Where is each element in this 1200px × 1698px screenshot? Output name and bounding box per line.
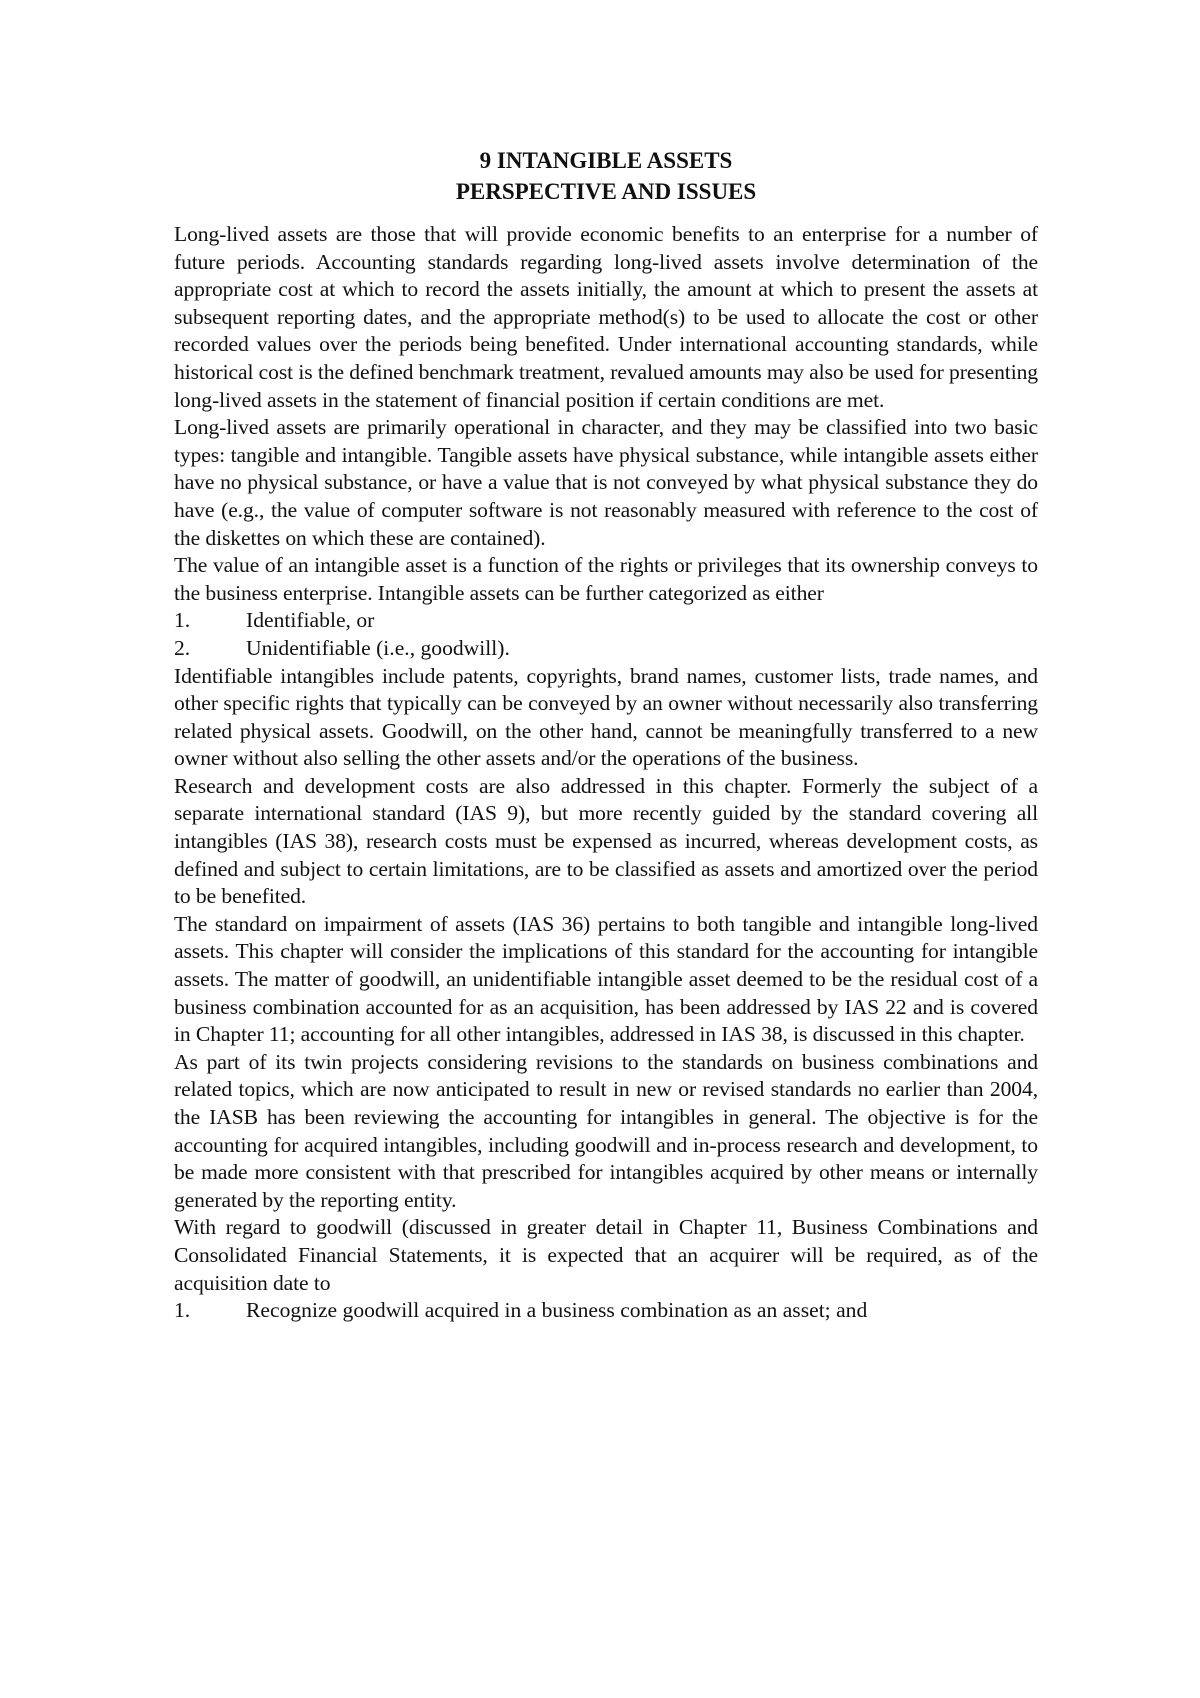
chapter-title: 9 INTANGIBLE ASSETS (479, 148, 733, 173)
list-item (174, 1297, 1038, 1325)
document-page (174, 145, 1038, 1325)
list-item (174, 607, 1038, 635)
list-text: Recognize goodwill acquired in a business combination as an asset; and (246, 1298, 868, 1323)
paragraph-value-of-intangible: The value of an intangible asset is a function of the rights or privileges that its ownership conveys to the business enterprise. Intangible assets can be further categorized as either (174, 553, 1038, 605)
list-item (174, 635, 1038, 663)
title-block (174, 145, 1038, 207)
paragraph-long-lived-assets: Long-lived assets are those that will provide economic benefits to an enterprise for a number of future periods. Accounting standards regarding long-lived assets involve determination of the appropriate cost at which to record the assets initially, the amount at which to present the assets at subsequent reporting dates, and the appropriate method(s) to be used to allocate the cost or other recorded values over the periods being benefited. Under international accounting standards, while historical cost is the defined benchmark treatment, revalued amounts may also be used for presenting long-lived assets in the statement of financial position if certain conditions are met. (174, 222, 1038, 412)
section-title: PERSPECTIVE AND ISSUES (455, 179, 757, 204)
paragraph-identifiable-intangibles: Identifiable intangibles include patents, copyrights, brand names, customer lists, trade names, and other specific rights that typically can be conveyed by an owner without necessarily also transferring related physical assets. Goodwill, on the other hand, cannot be meaningfully transferred to a new owner without also selling the other assets and/or the operations of the business. (174, 663, 1038, 771)
paragraph-impairment: The standard on impairment of assets (IAS 36) pertains to both tangible and intangible long-lived assets. This chapter will consider the implications of this standard for the accounting for intangible assets. The matter of goodwill, an unidentifiable intangible asset deemed to be the residual cost of a business combination accounted for as an acquisition, has been addressed by IAS 22 and is covered in Chapter 11; accounting for all other intangibles, addressed in IAS 38, is discussed in this chapter. (174, 911, 1038, 1047)
list-number: 1. (174, 1298, 191, 1323)
paragraph-tangible-intangible: Long-lived assets are primarily operational in character, and they may be classified into two basic types: tangible and intangible. Tangible assets have physical substance, while intangible assets either have no physical substance, or have a value that is not conveyed by what physical substance they do have (e.g., the value of computer software is not reasonably measured with reference to the cost of the diskettes on which these are contained). (174, 415, 1038, 550)
list-number: 2. (174, 635, 191, 660)
list-number: 1. (174, 608, 191, 633)
paragraph-twin-projects: As part of its twin projects considering revisions to the standards on business combinations and related topics, which are now anticipated to result in new or revised standards no earlier than 2004, the IASB has been reviewing the accounting for intangibles in general. The objective is for the accounting for acquired intangibles, including goodwill and in-process research and development, to be made more consistent with that prescribed for intangibles acquired by other means or internally generated by the reporting entity. (174, 1049, 1038, 1212)
paragraph-research-development: Research and development costs are also addressed in this chapter. Formerly the subject of a separate international standard (IAS 9), but more recently guided by the standard covering all intangibles (IAS 38), research costs must be expensed as incurred, whereas development costs, as defined and subject to certain limitations, are to be classified as assets and amortized over the period to be benefited. (174, 773, 1038, 909)
paragraph-goodwill: With regard to goodwill (discussed in greater detail in Chapter 11, Business Combinations and Consolidated Financial Statements, it is expected that an acquirer will be required, as of the acquisition date to (174, 1215, 1038, 1295)
list-text: Identifiable, or (246, 608, 375, 633)
list-text: Unidentifiable (i.e., goodwill). (246, 635, 510, 660)
